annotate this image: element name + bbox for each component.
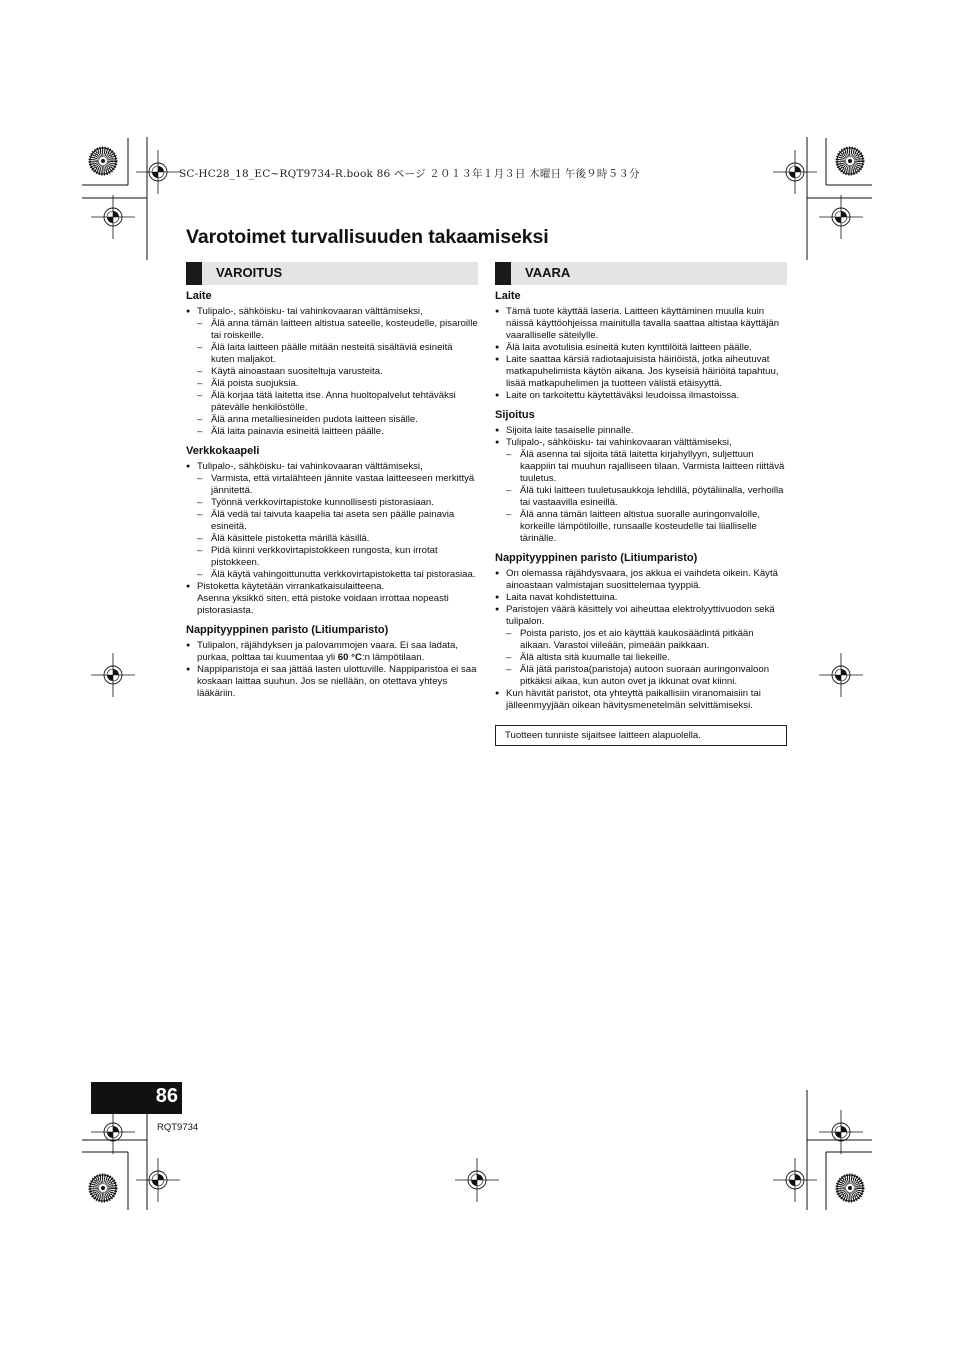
section-heading: Nappityyppinen paristo (Litiumparisto) bbox=[495, 552, 698, 564]
page-number: 86 bbox=[155, 1085, 178, 1107]
sub-item: – Älä käsittele pistoketta märillä käsillä. bbox=[197, 533, 370, 544]
bullet-icon: ● bbox=[186, 583, 191, 590]
item-list bbox=[186, 461, 478, 617]
header-bar bbox=[186, 262, 202, 285]
section-heading: Laite bbox=[495, 290, 521, 302]
bullet-icon: ● bbox=[495, 356, 500, 363]
item-note: Asenna yksikkö siten, että pistoke voidaan irrottaa nopeasti pistorasiasta. bbox=[197, 593, 449, 616]
list-item: ● Laite saattaa kärsiä radiotaajuisista häiriöistä, jotka aiheutuvat matkapuhelimista käytön aikana. Jos kyseisiä häiriöitä tapahtuu, lisää matkapuhelimen ja tuotteen välistä etäisyyttä. bbox=[495, 354, 779, 389]
sub-item: – Älä poista suojuksia. bbox=[197, 378, 299, 389]
bullet-icon: ● bbox=[495, 439, 500, 446]
list-item: ● Sijoita laite tasaiselle pinnalle. bbox=[495, 425, 634, 436]
sub-list bbox=[506, 628, 787, 688]
bullet-icon: ● bbox=[495, 690, 500, 697]
sub-item: – Älä anna metalliesineiden pudota laitteen sisälle. bbox=[197, 414, 418, 425]
sub-list bbox=[506, 449, 787, 545]
bullet-icon: ● bbox=[186, 642, 191, 649]
sub-item: – Älä vedä tai taivuta kaapelia tai aseta sen päälle painavia esineitä. bbox=[197, 509, 455, 532]
list-item: ● Tulipalo-, sähköisku- tai vahinkovaaran välttämiseksi, – Älä anna tämän laitteen altistua sateelle, kosteudelle, pisaroille tai roiskeille. – Älä laita laitteen päälle mitään nesteitä sisältäviä esineitä kuten maljakot. – Käytä ainoastaan suositeltuja varusteita. – Älä poista suojuksia. – Älä korjaa tätä laitetta itse. Anna huoltopalvelut tehtäväksi pätevälle henkilöstölle. – Älä anna metalliesineiden pudota laitteen sisälle. – Älä laita painavia esineitä laitteen päälle. bbox=[186, 306, 478, 437]
warning-header-label: VAROITUS bbox=[216, 265, 283, 280]
sub-list bbox=[197, 473, 478, 581]
danger-header bbox=[495, 262, 787, 285]
sub-item: – Älä tuki laitteen tuuletusaukkoja lehdillä, pöytäliinalla, verhoilla tai vastaavilla esineillä. bbox=[506, 485, 784, 508]
sub-item: – Älä altista sitä kuumalle tai liekeille. bbox=[506, 652, 670, 663]
sub-item: – Käytä ainoastaan suositeltuja varusteita. bbox=[197, 366, 383, 377]
sub-list bbox=[197, 318, 478, 438]
section-heading: Nappityyppinen paristo (Litiumparisto) bbox=[186, 624, 389, 636]
bullet-icon: ● bbox=[186, 463, 191, 470]
warning-header bbox=[186, 262, 478, 285]
sub-item: – Älä korjaa tätä laitetta itse. Anna huoltopalvelut tehtäväksi pätevälle henkilöstölle. bbox=[197, 390, 456, 413]
sub-item: – Älä laita laitteen päälle mitään nesteitä sisältäviä esineitä kuten maljakot. bbox=[197, 342, 453, 365]
sub-item: – Älä asenna tai sijoita tätä laitetta kirjahyllyyn, suljettuun kaappiin tai muuhun rajalliseen tilaan. Varmista laitteen riittävä tuuletus. bbox=[506, 449, 785, 484]
sub-item: – Varmista, että virtalähteen jännite vastaa laitteeseen merkittyä jännitettä. bbox=[197, 473, 475, 496]
list-item: ● Paristojen väärä käsittely voi aiheuttaa elektrolyyttivuodon sekä tulipalon. – Poista paristo, jos et aio käyttää kaukosäädintä pitkään aikaan. Varastoi viileään, pimeään paikkaan. – Älä altista sitä kuumalle tai liekeille. – Älä jätä paristoa(paristoja) autoon suoraan auringonvaloon pitkäksi aikaa, kun auton ovet ja ikkunat ovat kiinni. bbox=[495, 604, 787, 688]
list-item: ● On olemassa räjähdysvaara, jos akkua ei vaihdeta oikein. Käytä ainoastaan valmistajan suosittelemaa tyyppiä. bbox=[495, 568, 778, 591]
list-item: ● Kun hävität paristot, ota yhteyttä paikallisiin viranomaisiin tai jälleenmyyjään oikean hävitysmenetelmän selvittämiseksi. bbox=[495, 688, 761, 711]
section-heading: Laite bbox=[186, 290, 212, 302]
print-header: SC-HC28_18_EC~RQT9734-R.book 86 ページ ２０１３年１月３日 木曜日 午後９時５３分 bbox=[179, 168, 640, 180]
danger-header-label: VAARA bbox=[525, 265, 571, 280]
bullet-icon: ● bbox=[186, 666, 191, 673]
list-item: ● Tämä tuote käyttää laseria. Laitteen käyttäminen muulla kuin näissä käyttöohjeissa mainitulla tavalla saattaa altistaa käyttäjän vaaralliselle säteilylle. bbox=[495, 306, 780, 341]
section-heading: Verkkokaapeli bbox=[186, 445, 260, 457]
header-bar bbox=[495, 262, 511, 285]
sub-item: – Työnnä verkkovirtapistoke kunnollisesti pistorasiaan. bbox=[197, 497, 434, 508]
danger-column bbox=[495, 262, 787, 746]
page-title: Varotoimet turvallisuuden takaamiseksi bbox=[186, 226, 549, 248]
item-list bbox=[186, 306, 478, 438]
warning-column bbox=[186, 262, 478, 700]
bullet-icon: ● bbox=[495, 594, 500, 601]
sub-item: – Poista paristo, jos et aio käyttää kaukosäädintä pitkään aikaan. Varastoi viileään, pimeään paikkaan. bbox=[506, 628, 754, 651]
bullet-icon: ● bbox=[495, 570, 500, 577]
list-item: ● Tulipalo-, sähköisku- tai vahinkovaaran välttämiseksi, – Varmista, että virtalähteen jännite vastaa laitteeseen merkittyä jännitettä. – Työnnä verkkovirtapistoke kunnollisesti pistorasiaan. – Älä vedä tai taivuta kaapelia tai aseta sen päälle painavia esineitä. – Älä käsittele pistoketta märillä käsillä. – Pidä kiinni verkkovirtapistokkeen rungosta, kun irrotat pistokkeen. – Älä käytä vahingoittunutta verkkovirtapistoketta tai pistorasiaa. bbox=[186, 461, 478, 581]
bullet-icon: ● bbox=[186, 308, 191, 315]
item-list bbox=[495, 425, 787, 545]
list-item: ● Tulipalon, räjähdyksen ja palovammojen vaara. Ei saa ladata, purkaa, polttaa tai kuumentaa yli 60 °C:n lämpötilaan. bbox=[186, 640, 458, 663]
list-item: ● Älä laita avotulisia esineitä kuten kynttilöitä laitteen päälle. bbox=[495, 342, 752, 353]
list-item: ● Pistoketta käytetään virrankatkaisulaitteena. Asenna yksikkö siten, että pistoke voidaan irrottaa nopeasti pistorasiasta. bbox=[186, 581, 478, 617]
bullet-icon: ● bbox=[495, 392, 500, 399]
bullet-icon: ● bbox=[495, 606, 500, 613]
bullet-icon: ● bbox=[495, 308, 500, 315]
sub-item: – Älä laita painavia esineitä laitteen päälle. bbox=[197, 426, 384, 437]
sub-item: – Älä anna tämän laitteen altistua sateelle, kosteudelle, pisaroille tai roiskeille. bbox=[197, 318, 478, 341]
sub-item: – Älä käytä vahingoittunutta verkkovirtapistoketta tai pistorasiaa. bbox=[197, 569, 476, 580]
section-heading: Sijoitus bbox=[495, 409, 535, 421]
temperature-value: 60 °C bbox=[337, 652, 362, 663]
bullet-icon: ● bbox=[495, 344, 500, 351]
list-item: ● Laita navat kohdistettuina. bbox=[495, 592, 618, 603]
sub-item: – Pidä kiinni verkkovirtapistokkeen rungosta, kun irrotat pistokkeen. bbox=[197, 545, 438, 568]
item-list bbox=[495, 568, 787, 712]
model-code: RQT9734 bbox=[157, 1122, 199, 1133]
list-item: ● Laite on tarkoitettu käytettäväksi leudoissa ilmastoissa. bbox=[495, 390, 740, 401]
product-label-note: Tuotteen tunniste sijaitsee laitteen alapuolella. bbox=[495, 725, 787, 746]
bullet-icon: ● bbox=[495, 427, 500, 434]
list-item: ● Nappiparistoja ei saa jättää lasten ulottuville. Nappiparistoa ei saa koskaan laittaa suuhun. Jos se niellään, on otettava yhteys lääkäriin. bbox=[186, 664, 477, 699]
sub-item: – Älä anna tämän laitteen altistua suoralle auringonvalolle, korkeille lämpötiloille, runsaalle kosteudelle tai liialliselle tärinälle. bbox=[506, 509, 760, 544]
item-list bbox=[495, 306, 787, 402]
item-list bbox=[186, 640, 478, 700]
sub-item: – Älä jätä paristoa(paristoja) autoon suoraan auringonvaloon pitkäksi aikaa, kun auton ovet ja ikkunat ovat kiinni. bbox=[506, 664, 770, 687]
list-item: ● Tulipalo-, sähköisku- tai vahinkovaaran välttämiseksi, – Älä asenna tai sijoita tätä laitetta kirjahyllyyn, suljettuun kaappiin tai muuhun rajalliseen tilaan. Varmista laitteen riittävä tuuletus. – Älä tuki laitteen tuuletusaukkoja lehdillä, pöytäliinalla, verhoilla tai vastaavilla esineillä. – Älä anna tämän laitteen altistua suoralle auringonvalolle, korkeille lämpötiloille, runsaalle kosteudelle tai liialliselle tärinälle. bbox=[495, 437, 787, 545]
page-number-box bbox=[91, 1082, 182, 1114]
